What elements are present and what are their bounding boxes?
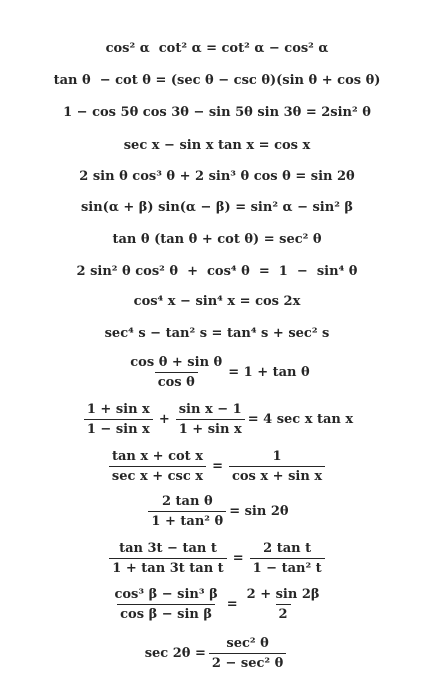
identity-12 — [0, 398, 434, 440]
identity-1 — [0, 38, 434, 58]
identity-11-rhs: = 1 + tan θ — [228, 364, 310, 380]
identity-14-denominator: 1 + tan² θ — [148, 511, 226, 529]
identity-10 — [0, 323, 434, 343]
identity-11-numerator: cos θ + sin θ — [130, 354, 223, 370]
identity-6 — [0, 197, 434, 217]
identity-4 — [0, 135, 434, 155]
identity-11-denominator: cos θ — [155, 372, 198, 390]
identity-16-denominator-1: cos β − sin β — [117, 604, 215, 622]
identity-9-text: cos⁴ x − sin⁴ x = cos 2x — [133, 293, 301, 309]
identity-13-fraction-1 — [109, 449, 206, 484]
identity-12-plus: + — [158, 411, 170, 427]
identity-15-denominator-2: 1 − tan² t — [250, 558, 325, 576]
identity-12-fraction-2 — [176, 402, 245, 437]
identity-14-fraction — [148, 494, 226, 529]
identity-3-text: 1 − cos 5θ cos 3θ − sin 5θ sin 3θ = 2sin² θ — [63, 104, 371, 120]
identity-13-numerator-2: 1 — [272, 448, 282, 464]
identity-17-numerator: sec² θ — [226, 635, 269, 651]
identity-13-numerator-1: tan x + cot x — [112, 448, 203, 464]
identity-11 — [0, 351, 434, 393]
identity-13-equals: = — [212, 458, 223, 474]
identity-12-rhs: = 4 sec x tan x — [247, 411, 354, 427]
identity-12-numerator-1: 1 + sin x — [86, 401, 150, 417]
identity-15-equals: = — [232, 550, 244, 566]
identity-2 — [0, 70, 434, 90]
identity-15 — [0, 537, 434, 579]
identity-16-numerator-1: cos³ β − sin³ β — [114, 586, 218, 602]
identity-15-fraction-1 — [109, 541, 226, 576]
identity-12-numerator-2: sin x − 1 — [178, 401, 242, 417]
identity-15-numerator-2: 2 tan t — [263, 540, 312, 556]
identity-13-fraction-2 — [229, 449, 325, 484]
identity-16-numerator-2: 2 + sin 2β — [246, 586, 320, 602]
identity-8-text: 2 sin² θ cos² θ + cos⁴ θ = 1 − sin⁴ θ — [76, 263, 358, 279]
identity-6-text: sin(α + β) sin(α − β) = sin² α − sin² β — [80, 199, 354, 215]
identity-2-text: tan θ − cot θ = (sec θ − csc θ)(sin θ + cos θ) — [53, 72, 381, 88]
identity-16 — [0, 583, 434, 625]
identity-1-text: cos² α cot² α = cot² α − cos² α — [105, 40, 329, 56]
identity-17-fraction — [209, 636, 286, 671]
identity-13-denominator-2: cos x + sin x — [229, 466, 325, 484]
identity-16-denominator-2: 2 — [276, 604, 291, 622]
identity-12-fraction-1 — [84, 402, 153, 437]
identity-14-rhs: = sin 2θ — [229, 503, 289, 519]
identity-5 — [0, 166, 434, 186]
identity-15-denominator-1: 1 + tan 3t tan t — [109, 558, 226, 576]
identity-11-fraction — [127, 355, 225, 390]
identity-14-numerator: 2 tan θ — [161, 493, 213, 509]
identity-17-denominator: 2 − sec² θ — [209, 653, 286, 671]
identity-16-equals: = — [226, 596, 238, 612]
identity-15-fraction-2 — [250, 541, 325, 576]
identity-16-fraction-1 — [111, 587, 220, 622]
identity-12-denominator-1: 1 − sin x — [84, 419, 153, 437]
identity-17 — [0, 632, 434, 674]
identity-3 — [0, 102, 434, 122]
identity-7-text: tan θ (tan θ + cot θ) = sec² θ — [112, 231, 322, 247]
identity-5-text: 2 sin θ cos³ θ + 2 sin³ θ cos θ = sin 2θ — [79, 168, 355, 184]
identity-13-denominator-1: sec x + csc x — [109, 466, 206, 484]
identity-17-lhs: sec 2θ = — [144, 645, 206, 661]
identity-4-text: sec x − sin x tan x = cos x — [123, 137, 311, 153]
identity-12-denominator-2: 1 + sin x — [176, 419, 245, 437]
identity-14 — [0, 490, 434, 532]
identity-13 — [0, 445, 434, 487]
identity-9 — [0, 291, 434, 311]
identity-16-fraction-2 — [244, 587, 323, 622]
identity-7 — [0, 229, 434, 249]
identity-8 — [0, 261, 434, 281]
identity-10-text: sec⁴ s − tan² s = tan⁴ s + sec² s — [104, 325, 330, 341]
identity-15-numerator-1: tan 3t − tan t — [119, 540, 217, 556]
